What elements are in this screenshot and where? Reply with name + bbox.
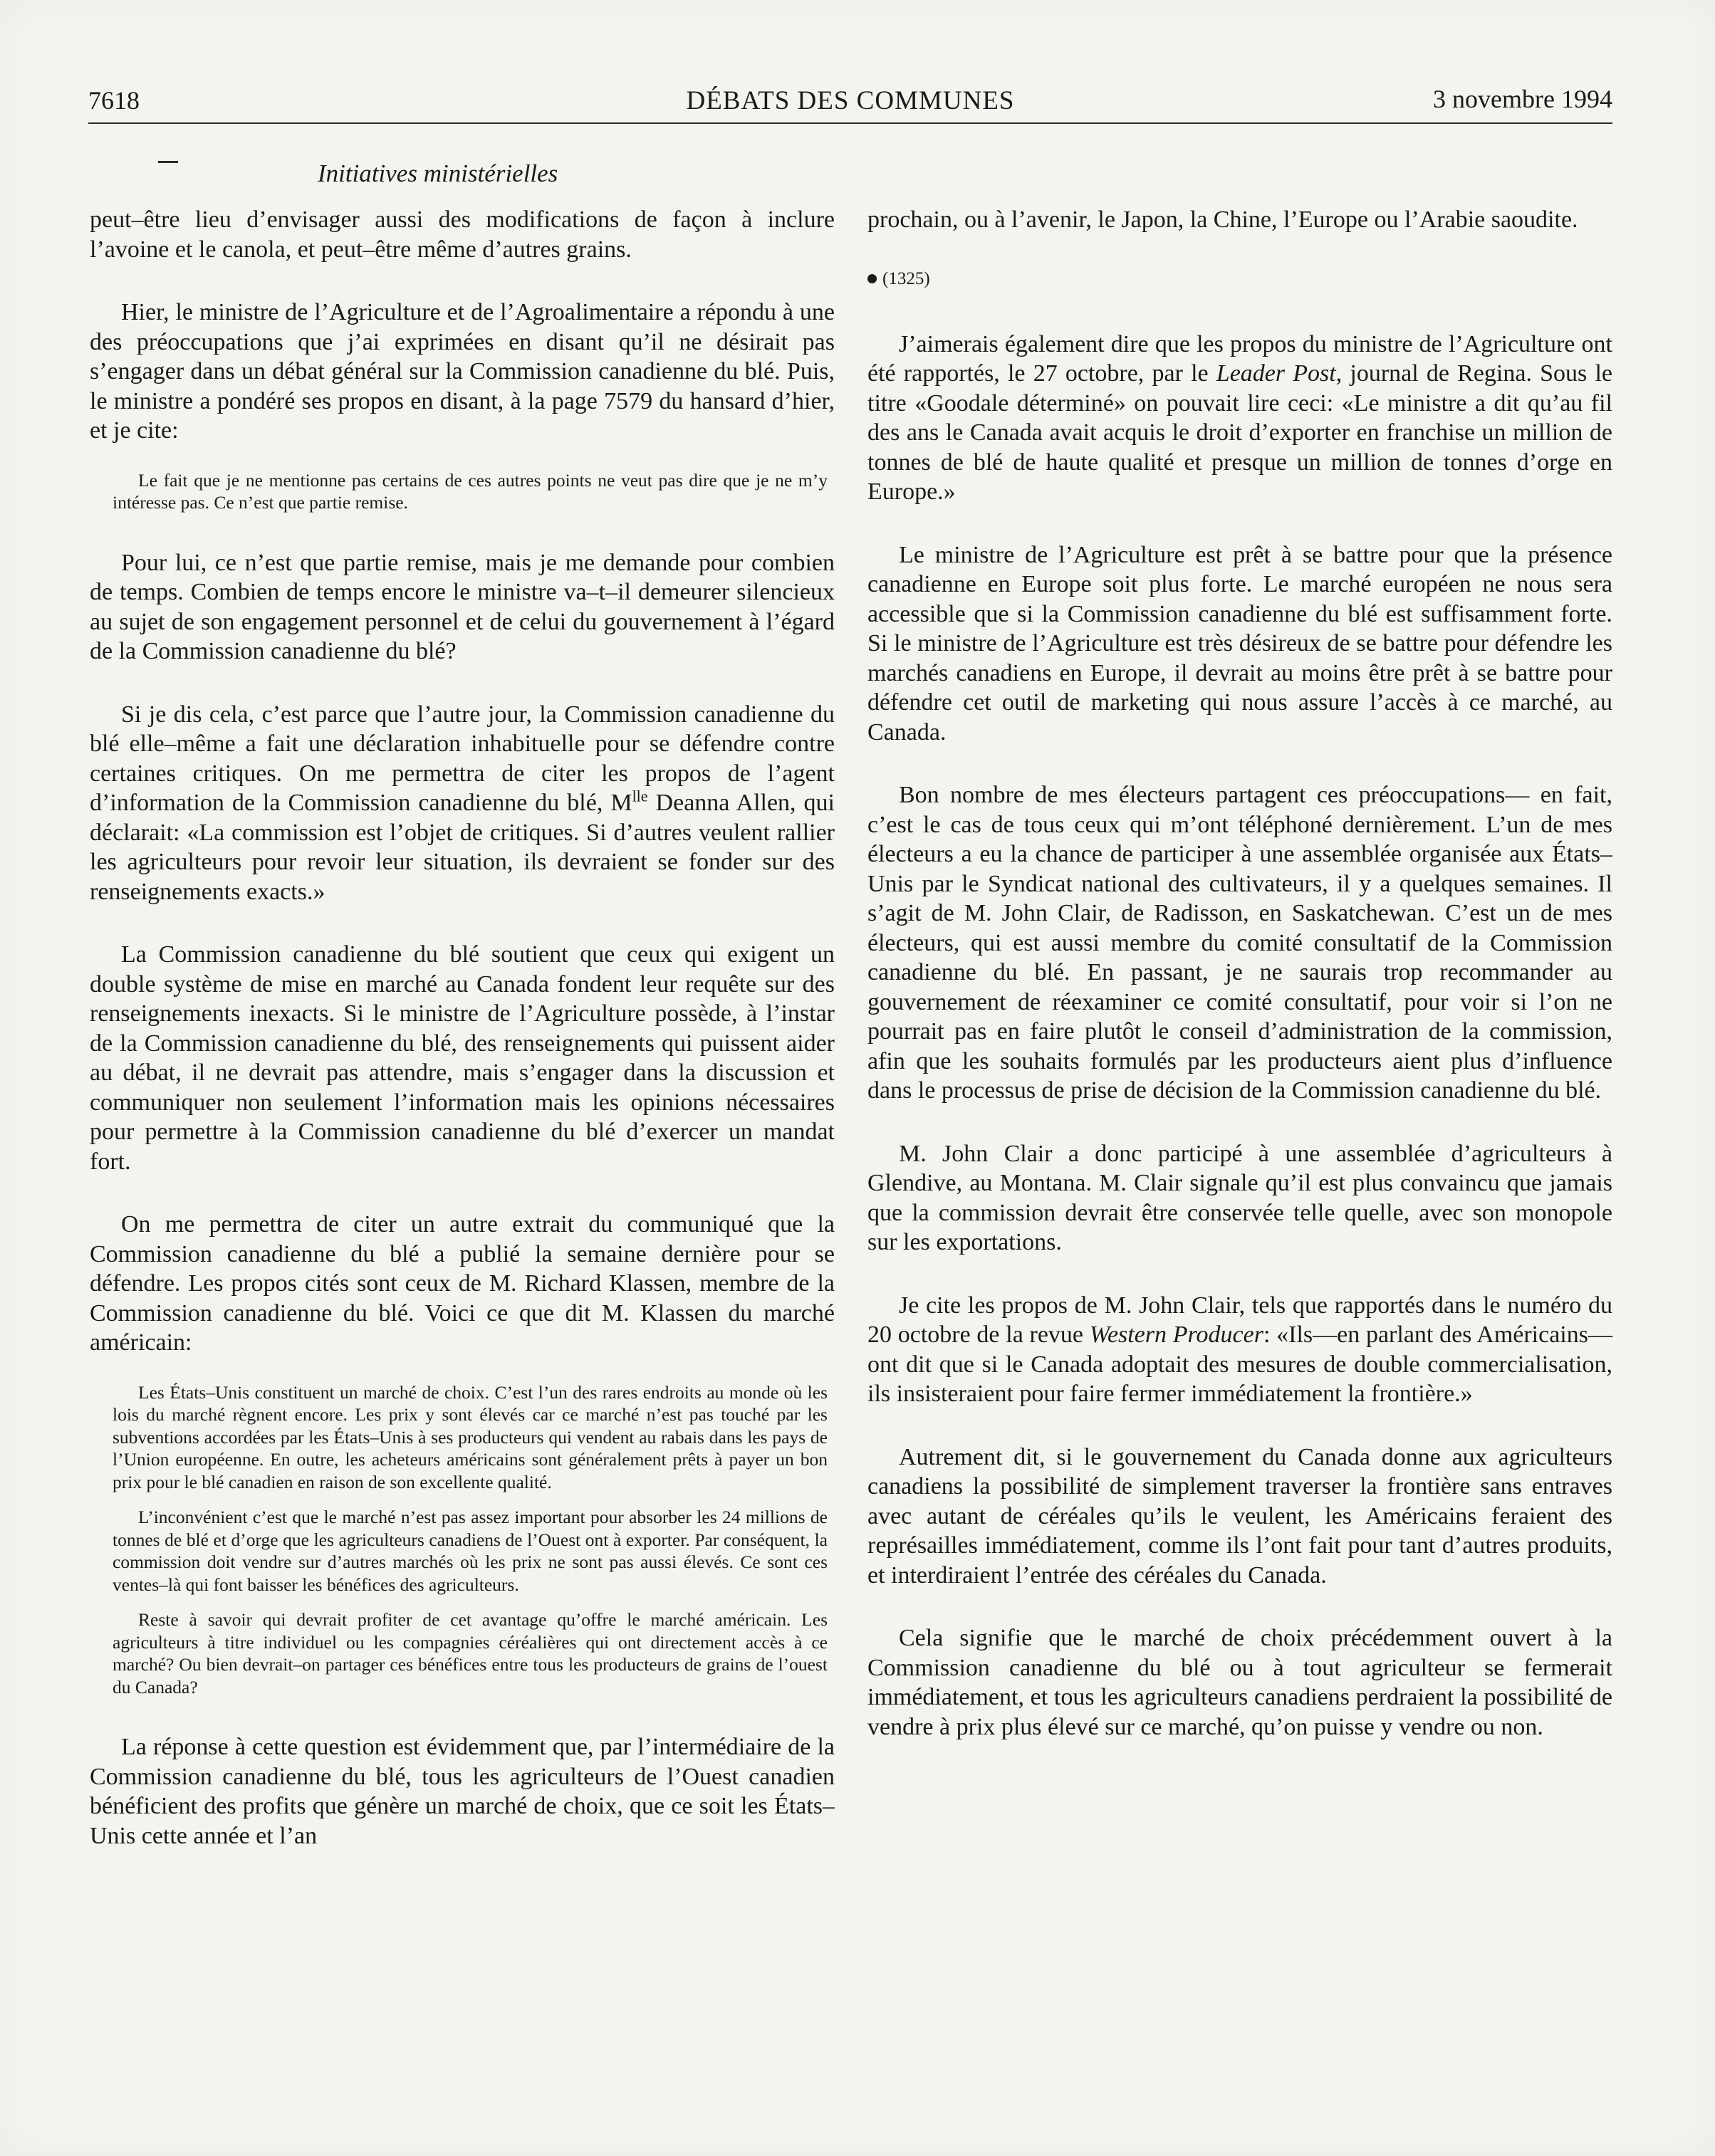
paragraph: Autrement dit, si le gouvernement du Canada donne aux agriculteurs canadiens la possibilité de simplement traverser la frontière sans entraves avec autant de céréales qu’ils le veulent, les Américains feraient des représailles immédiatement, comme ils l’ont fait pour tant d’autres produits, et interdiraient l’entrée des céréales du Canada. (867, 1443, 1612, 1589)
block-quote (90, 469, 835, 514)
paragraph: La réponse à cette question est évidemment que, par l’intermédiaire de la Commission canadienne du blé, tous les agriculteurs de l’Ouest canadien bénéficient des profits que génère un marché de choix, que ce soit les États–Unis cette année et l’an (90, 1734, 835, 1849)
publication-name: Western Producer (1089, 1322, 1263, 1348)
paragraph-text: J’aimerais également dire que les propos du ministre de l’Agriculture ont été rapportés, le 27 octobre, par le (867, 330, 1612, 387)
paragraph (90, 700, 835, 907)
paragraph: La Commission canadienne du blé soutient que ceux qui exigent un double système de mise en marché au Canada fondent leur requête sur des renseignements inexacts. Si le ministre de l’Agriculture possède, à l’instar de la Commission canadienne du blé, des renseignements qui puissent aider au débat, il ne devrait pas attendre, mais s’engager dans la discussion et communiquer non seulement l’information mais les opinions nécessaires pour permettre à la Commission canadienne du blé d’exercer un mandat fort. (90, 941, 835, 1175)
paragraph: Bon nombre de mes électeurs partagent ces préoccupations— en fait, c’est le cas de tous ceux qui m’ont téléphoné dernièrement. L’un de mes électeurs a eu la chance de participer à une assemblée organisée aux États–Unis par le Syndicat national des cultivateurs, il y a quelques semaines. Il s’agit de M. John Clair, de Radisson, en Saskatchewan. C’est un de mes électeurs, qui est aussi membre du comité consultatif de la Commission canadienne du blé. En passant, je ne saurais trop recommander au gouvernement de réexaminer ce comité consultatif, pour voir si l’on ne pourrait pas en faire plutôt le conseil d’administration de la commission, afin que les souhaits formulés par les producteurs aient plus d’influence dans le processus de prise de décision de la Commission canadienne du blé. (867, 782, 1612, 1104)
superscript-abbrev: lle (632, 787, 648, 805)
block-quote (90, 1381, 835, 1699)
quote-paragraph: Les États–Unis constituent un marché de choix. C’est l’un des rares endroits au monde où les lois du marché règnent encore. Les prix y sont élevés car ce marché n’est pas touché par les subventions accordées par les États–Unis à ses producteurs qui vendent au rabais dans les pays de l’Union européenne. En outre, les acheteurs américains sont généralement prêts à payer un bon prix pour le blé canadien en raison de son excellente qualité. (113, 1381, 828, 1492)
paragraph (867, 1291, 1612, 1409)
paragraph-text: Je cite les propos de M. John Clair, tels que rapportés dans le numéro du 20 octobre de la revue (867, 1292, 1612, 1348)
quote-paragraph: L’inconvénient c’est que le marché n’est pas assez important pour absorber les 24 millions de tonnes de blé et d’orge que les agriculteurs canadiens de l’Ouest ont à exporter. Par conséquent, la commission doit vendre sur d’autres marchés où les prix ne sont pas aussi élevés. Ce sont ces ventes–là qui font baisser les bénéfices des agriculteurs. (113, 1507, 828, 1595)
timestamp (867, 268, 1612, 290)
paragraph: Pour lui, ce n’est que partie remise, mais je me demande pour combien de temps. Combien de temps encore le ministre va–t–il demeurer silencieux au sujet de son engagement personnel et de celui du gouvernement à l’égard de la Commission canadienne du blé? (90, 549, 835, 664)
paragraph-text: Deanna Allen, qui déclarait: «La commission est l’objet de critiques. Si d’autres veulent rallier les agriculteurs pour revoir leur situation, ils devraient se fonder sur des renseignements exacts.» (90, 790, 835, 905)
publication-date: 3 novembre 1994 (1433, 85, 1612, 113)
timestamp-text: (1325) (882, 268, 930, 288)
quote-paragraph: Le fait que je ne mentionne pas certains de ces autres points ne veut pas dire que je ne m’y intéresse pas. Ce n’est que partie remise. (113, 469, 828, 513)
margin-dash (158, 161, 178, 163)
paragraph: On me permettra de citer un autre extrait du communiqué que la Commission canadienne du blé a publié la semaine dernière pour se défendre. Les propos cités sont ceux de M. Richard Klassen, membre de la Commission canadienne du blé. Voici ce que dit M. Klassen du marché américain: (90, 1211, 835, 1356)
paragraph-text: : «Ils—en parlant des Américains—ont dit que si le Canada adoptait des mesures de double commercialisation, ils insisteraient pour faire fermer immédiatement la frontière.» (867, 1322, 1612, 1407)
publication-name: Leader Post (1216, 360, 1336, 387)
paragraph: Le ministre de l’Agriculture est prêt à se battre pour que la présence canadienne en Europe soit plus forte. Le marché européen ne nous sera accessible que si la Commission canadienne du blé est suffisamment forte. Si le ministre de l’Agriculture est très désireux de se battre pour défendre les marchés canadiens en Europe, il devrait au moins être prêt à se battre pour défendre cet outil de marketing qui nous assure l’accès à ce marché, au Canada. (867, 541, 1612, 745)
paragraph: peut–être lieu d’envisager aussi des modifications de façon à inclure l’avoine et le canola, et peut–être même d’autres grains. (90, 206, 835, 263)
page-header (88, 80, 1612, 124)
right-column (867, 205, 1612, 1775)
paragraph: Hier, le ministre de l’Agriculture et de l’Agroalimentaire a répondu à une des préoccupations que j’ai exprimées en disant qu’il ne désirait pas s’engager dans un débat général sur la Commission canadienne du blé. Puis, le ministre a pondéré ses propos en disant, à la page 7579 du hansard d’hier, et je cite: (90, 299, 835, 444)
paragraph: prochain, ou à l’avenir, le Japon, la Chine, l’Europe ou l’Arabie saoudite. (867, 206, 1578, 233)
paragraph (867, 330, 1612, 507)
paragraph: Cela signifie que le marché de choix précédemment ouvert à la Commission canadienne du blé ou à tout agriculteur se fermerait immédiatement, et tous les agriculteurs canadiens perdraient la possibilité de vendre à prix plus élevé sur ce marché, qu’on puisse y vendre ou non. (867, 1625, 1612, 1740)
left-column (90, 205, 835, 1884)
publication-title: DÉBATS DES COMMUNES (686, 86, 1015, 115)
paragraph-text: , journal de Regina. Sous le titre «Goodale déterminé» on pouvait lire ceci: «Le ministre a dit qu’au fil des ans le Canada avait acquis le droit d’exporter en franchise un million de tonnes de blé de haute qualité et presque un million de tonnes d’orge en Europe.» (867, 360, 1612, 505)
paragraph-text: Si je dis cela, c’est parce que l’autre jour, la Commission canadienne du blé elle–même a fait une déclaration inhabituelle pour se défendre contre certaines critiques. On me permettra de citer les propos de l’agent d’information de la Commission canadienne du blé, M (90, 701, 835, 816)
paragraph: M. John Clair a donc participé à une assemblée d’agriculteurs à Glendive, au Montana. M. Clair signale qu’il est plus convaincu que jamais que la commission devrait être conservée telle quelle, avec son monopole sur les exportations. (867, 1140, 1612, 1255)
page-number: 7618 (88, 86, 140, 115)
quote-paragraph: Reste à savoir qui devrait profiter de cet avantage qu’offre le marché américain. Les agriculteurs à titre individuel ou les compagnies céréalières qui ont directement accès à ce marché? Ou bien devrait–on partager ces bénéfices entre tous les producteurs de grains de l’ouest du Canada? (113, 1609, 828, 1697)
bullet-dot-icon (867, 274, 877, 283)
section-title: Initiatives ministérielles (318, 159, 558, 187)
